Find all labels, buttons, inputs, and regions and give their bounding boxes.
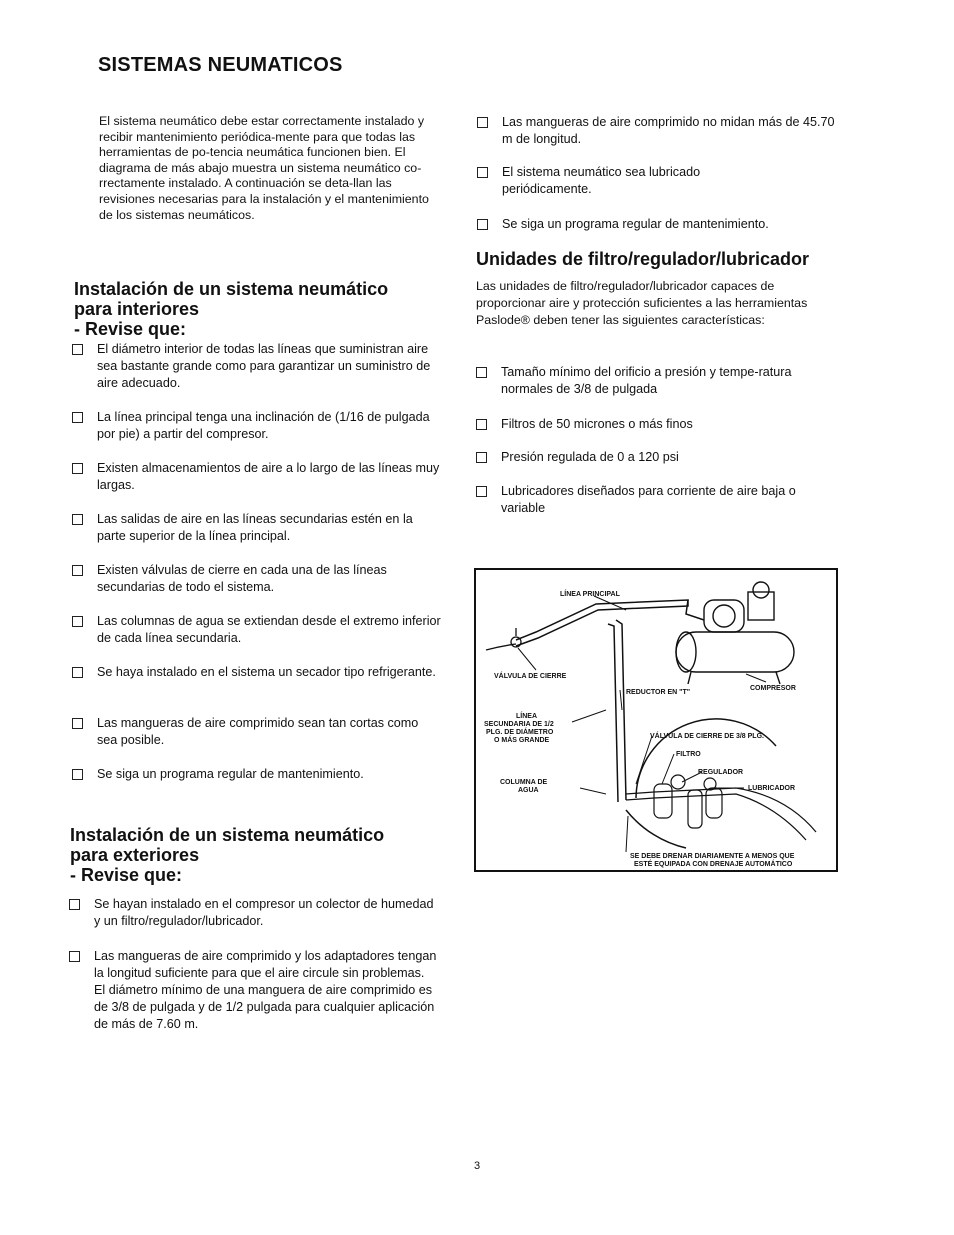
label-regulator: REGULADOR — [698, 769, 744, 776]
label-compressor: COMPRESOR — [750, 685, 796, 692]
label-filter: FILTRO — [676, 751, 701, 758]
label-lubricator: LUBRICADOR — [748, 785, 796, 792]
checkbox[interactable] — [72, 769, 83, 780]
diagram-illustration — [476, 570, 836, 870]
check-item-text: Las columnas de agua se extiendan desde el extremo inferior de cada línea secundaria. — [97, 614, 441, 645]
checkbox[interactable] — [476, 367, 487, 378]
check-item-text: Se hayan instalado en el compresor un colector de humedad y un filtro/regulador/lubricador. — [94, 897, 434, 928]
label-drain-note-1: SE DEBE DRENAR DIARIAMENTE A MENOS QUE — [630, 853, 795, 860]
check-item-text: Se haya instalado en el sistema un secador tipo refrigerante. — [97, 665, 436, 679]
label-reducer: REDUCTOR EN "T" — [626, 689, 691, 696]
checkbox[interactable] — [476, 452, 487, 463]
check-item-text: Se siga un programa regular de mantenimiento. — [502, 217, 769, 231]
checkbox[interactable] — [72, 667, 83, 678]
exterior-heading-line-1: Instalación de un sistema neumático — [70, 825, 385, 845]
pneumatic-system-diagram — [474, 568, 838, 872]
intro-paragraph: El sistema neumático debe estar correctamente instalado y recibir mantenimiento periódica-mente para que todas las herramientas de po-tencia neumática funcionen bien. El diagrama de más abajo muestra un sistema neumático co-rrectamente instalado. A continuación se deta-llan las revisiones necesarias para la instalación y el mantenimiento de los sistemas neumáticos. — [99, 114, 429, 222]
main-line-pipe — [516, 600, 704, 802]
frl-heading: Unidades de filtro/regulador/lubricador — [476, 249, 810, 269]
label-shutoff-valve-3-8: VÁLVULA DE CIERRE DE 3/8 PLG. — [650, 733, 764, 740]
page-title: SISTEMAS NEUMATICOS — [98, 54, 343, 76]
check-item-text: Filtros de 50 micrones o más finos — [501, 417, 693, 431]
interior-heading-line-3: - Revise que: — [74, 319, 187, 339]
label-water-column-1: COLUMNA DE — [500, 779, 548, 786]
page-number: 3 — [474, 1160, 481, 1172]
label-branch-line-2: SECUNDARIA DE 1/2 — [484, 721, 554, 728]
interior-heading-line-1: Instalación de un sistema neumático — [74, 279, 389, 299]
checkbox[interactable] — [476, 486, 487, 497]
checkbox[interactable] — [477, 117, 488, 128]
checkbox[interactable] — [477, 219, 488, 230]
label-water-column-2: AGUA — [518, 787, 539, 794]
exterior-heading-line-3: - Revise que: — [70, 865, 183, 885]
check-item-text: El diámetro interior de todas las líneas que suministran aire sea bastante grande como para garantizar un suministro de aire adecuado. — [97, 342, 431, 390]
compressor-icon — [676, 582, 794, 684]
exterior-heading-line-2: para exteriores — [70, 845, 200, 865]
interior-heading — [74, 279, 388, 339]
check-item-text: Lubricadores diseñados para corriente de aire baja o variable — [501, 484, 796, 515]
label-shutoff-valve: VÁLVULA DE CIERRE — [494, 673, 567, 680]
check-item-text: Se siga un programa regular de mantenimiento. — [97, 767, 364, 781]
checkbox[interactable] — [69, 899, 80, 910]
check-item-text: Tamaño mínimo del orificio a presión y tempe-ratura normales de 3/8 de pulgada — [501, 365, 792, 396]
label-leader-lines — [518, 596, 766, 852]
checkbox[interactable] — [72, 514, 83, 525]
shutoff-valve-icon — [486, 628, 521, 650]
label-branch-line-3: PLG. DE DIÁMETRO — [486, 729, 554, 736]
checkbox[interactable] — [72, 616, 83, 627]
check-item-text: Las mangueras de aire comprimido sean tan cortas como sea posible. — [97, 716, 419, 747]
checkbox[interactable] — [72, 344, 83, 355]
check-item-text: Las salidas de aire en las líneas secundarias estén en la parte superior de la línea principal. — [97, 512, 413, 543]
check-item-text: Existen almacenamientos de aire a lo largo de las líneas muy largas. — [97, 461, 440, 492]
check-item-text: Presión regulada de 0 a 120 psi — [501, 450, 679, 464]
interior-heading-line-2: para interiores — [74, 299, 200, 319]
checkbox[interactable] — [476, 419, 487, 430]
checkbox[interactable] — [72, 718, 83, 729]
check-item-text: La línea principal tenga una inclinación de (1/16 de pulgada por pie) a partir del compresor. — [97, 410, 430, 441]
checkbox[interactable] — [72, 565, 83, 576]
label-drain-note-2: ESTÉ EQUIPADA CON DRENAJE AUTOMÁTICO — [634, 861, 793, 868]
checkbox[interactable] — [72, 412, 83, 423]
frl-paragraph: Las unidades de filtro/regulador/lubricador capaces de proporcionar aire y protección suficientes a las herramientas Paslode® deben tener las siguientes características: — [476, 279, 808, 327]
check-item-text: Las mangueras de aire comprimido no midan más de 45.70 m de longitud. — [502, 115, 835, 146]
checkbox[interactable] — [69, 951, 80, 962]
check-item-text: El sistema neumático sea lubricado periódicamente. — [502, 165, 701, 196]
label-branch-line-1: LÍNEA — [516, 713, 537, 720]
checkbox[interactable] — [477, 167, 488, 178]
exterior-heading — [70, 825, 384, 885]
label-branch-line-4: O MÁS GRANDE — [494, 737, 550, 744]
label-main-line: LÍNEA PRINCIPAL — [560, 591, 620, 598]
checkbox[interactable] — [72, 463, 83, 474]
check-item-text: Existen válvulas de cierre en cada una de las líneas secundarias de todo el sistema. — [97, 563, 387, 594]
check-item-text: Las mangueras de aire comprimido y los adaptadores tengan la longitud suficiente para que el aire circule sin problemas. El diámetro mínimo de una manguera de aire comprimido es de 3/8 de pulgada y de 1/2 pulgada para cualquier aplicación de más de 7.60 m. — [94, 949, 437, 1031]
